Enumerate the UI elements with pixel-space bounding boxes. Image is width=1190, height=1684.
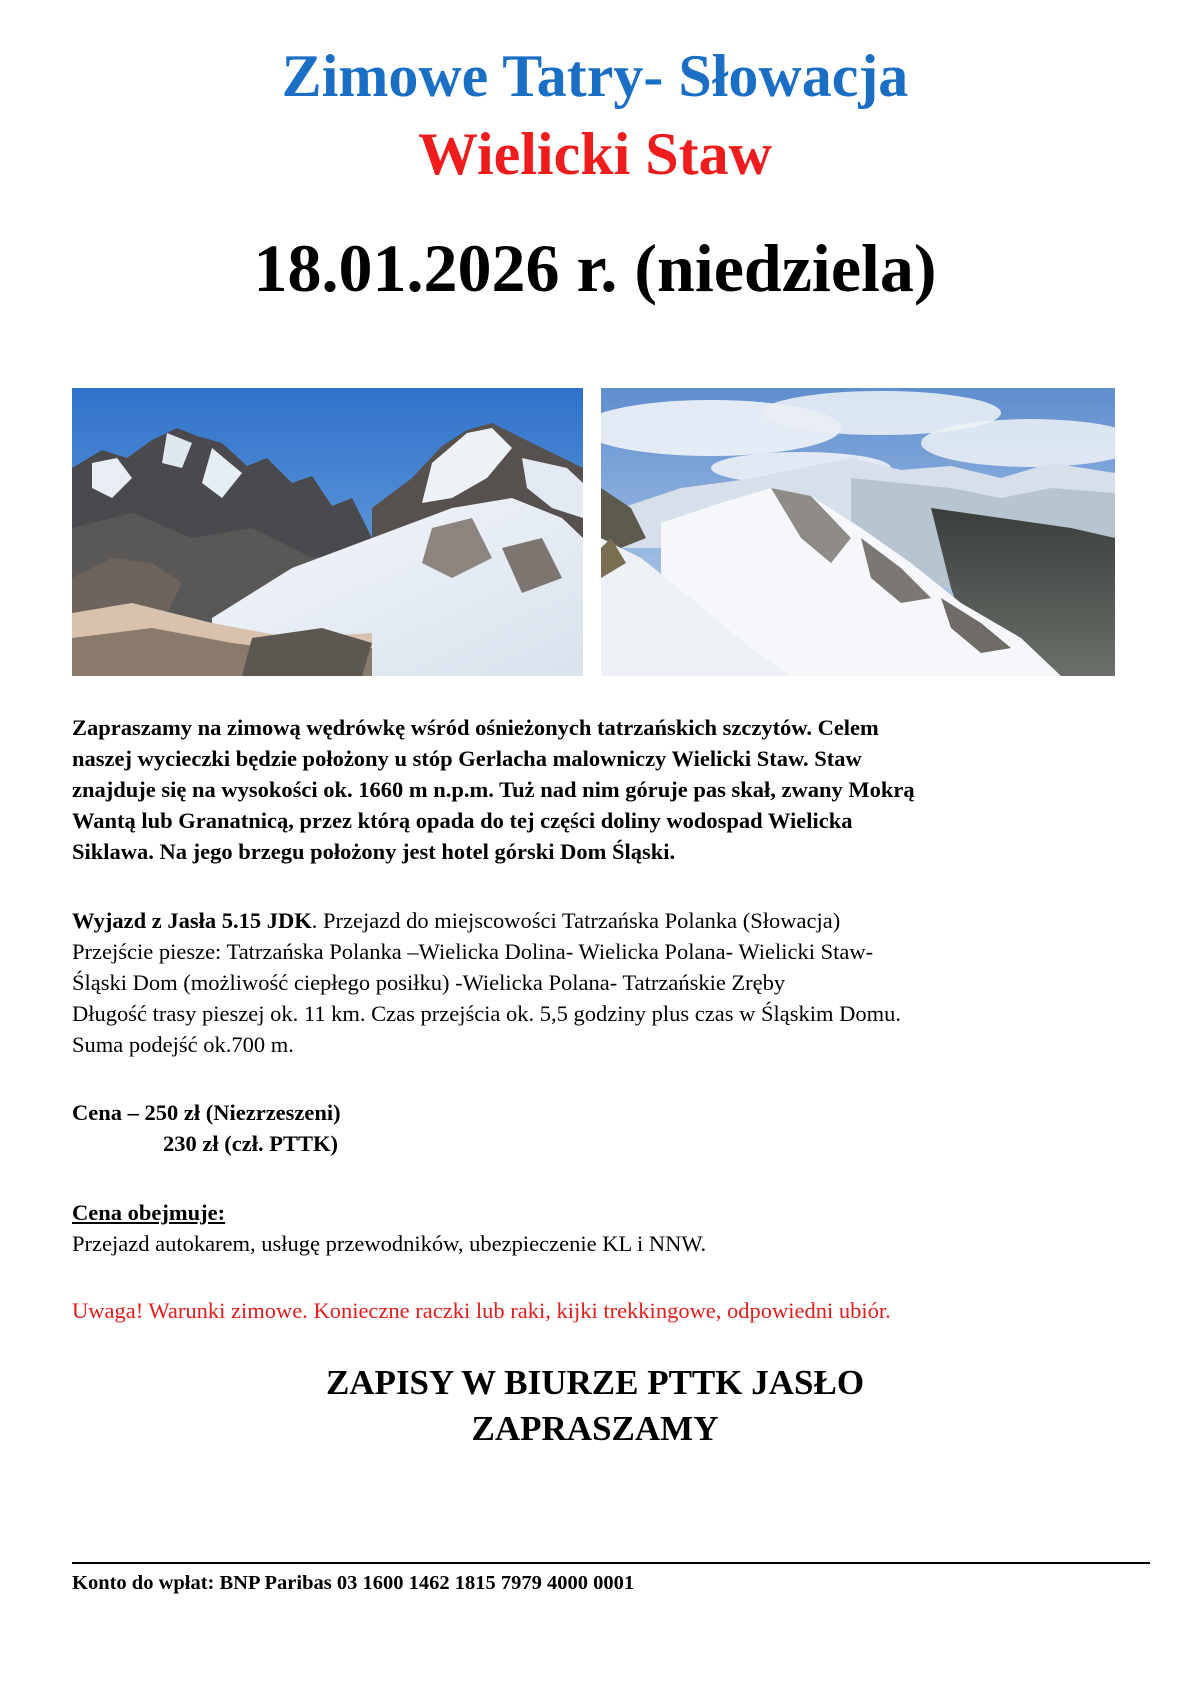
intro-line: Siklawa. Na jego brzegu położony jest hotel górski Dom Śląski. bbox=[72, 839, 676, 864]
departure-line bbox=[72, 905, 1132, 936]
title-line-2: Wielicki Staw bbox=[418, 121, 772, 187]
bank-account: Konto do wpłat: BNP Paribas 03 1600 1462 1815 7979 4000 0001 bbox=[72, 1572, 635, 1594]
winter-warning: Uwaga! Warunki zimowe. Konieczne raczki lub raki, kijki trekkingowe, odpowiedni ubiór. bbox=[72, 1298, 891, 1323]
includes-text: Przejazd autokarem, usługę przewodników, ubezpieczenie KL i NNW. bbox=[72, 1231, 707, 1256]
departure-destination: . Przejazd do miejscowości Tatrzańska Polanka (Słowacja) bbox=[311, 908, 841, 933]
intro-paragraph bbox=[72, 712, 1132, 867]
includes-block bbox=[72, 1197, 1132, 1259]
price-block bbox=[72, 1097, 1132, 1159]
route-line: Długość trasy pieszej ok. 11 km. Czas przejścia ok. 5,5 godziny plus czas w Śląskim Domu. bbox=[72, 1001, 902, 1026]
snowy-ridge-valley-photo bbox=[601, 388, 1115, 676]
route-paragraph bbox=[72, 905, 1132, 1060]
signup-line: ZAPISY W BIURZE PTTK JASŁO bbox=[325, 1363, 865, 1402]
intro-line: Wantą lub Granatnicą, przez którą opada do tej części doliny wodospad Wielicka bbox=[72, 808, 853, 833]
route-line: Suma podejść ok.700 m. bbox=[72, 1032, 294, 1057]
price-member: 230 zł (czł. PTTK) bbox=[163, 1131, 338, 1156]
event-date: 18.01.2026 r. (niedziela) bbox=[253, 230, 937, 306]
invite-line: ZAPRASZAMY bbox=[471, 1409, 719, 1448]
snowy-rocky-peaks-photo bbox=[72, 388, 583, 676]
price-regular: Cena – 250 zł (Niezrzeszeni) bbox=[72, 1100, 341, 1125]
includes-heading: Cena obejmuje: bbox=[72, 1200, 226, 1225]
route-line: Śląski Dom (możliwość ciepłego posiłku) -Wielicka Polana- Tatrzańskie Zręby bbox=[72, 970, 786, 995]
title-line-1: Zimowe Tatry- Słowacja bbox=[281, 43, 909, 109]
intro-line: naszej wycieczki będzie położony u stóp Gerlacha malowniczy Wielicki Staw. Staw bbox=[72, 746, 862, 771]
intro-line: znajduje się na wysokości ok. 1660 m n.p.m. Tuż nad nim góruje pas skał, zwany Mokrą bbox=[72, 777, 915, 802]
intro-line: Zapraszamy na zimową wędrówkę wśród ośnieżonych tatrzańskich szczytów. Celem bbox=[72, 715, 879, 740]
footer-divider bbox=[72, 1562, 1150, 1564]
signup-call-to-action bbox=[0, 1360, 1190, 1452]
route-line: Przejście piesze: Tatrzańska Polanka –Wielicka Dolina- Wielicka Polana- Wielicki Staw- bbox=[72, 939, 874, 964]
departure-time: Wyjazd z Jasła 5.15 JDK bbox=[72, 908, 312, 933]
